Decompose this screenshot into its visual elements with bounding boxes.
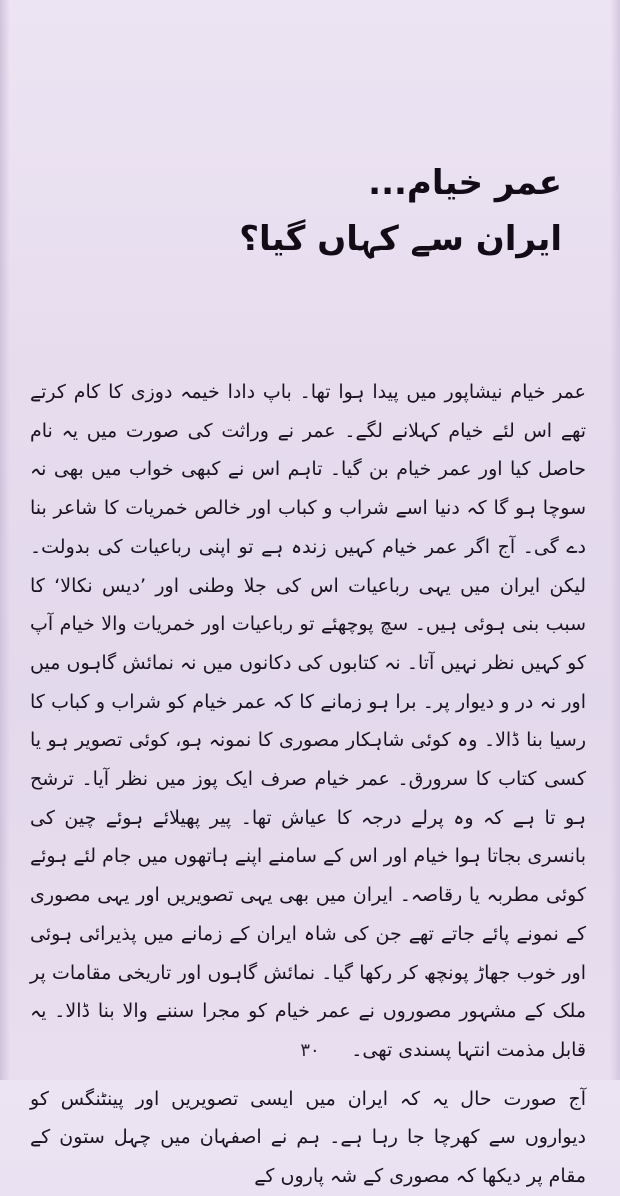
chapter-title [142,155,562,267]
body-text [30,373,586,1196]
page-edge-right [610,0,620,1080]
page-number: ۳۰ [300,1040,320,1061]
chapter-title-line-1: عمر خیام... [368,163,562,203]
chapter-title-line-2: ایران سے کہاں گیا؟ [239,219,562,259]
paragraph-2: آج صورت حال یہ کہ ایران میں ایسی تصویریں اور پینٹنگس کو دیواروں سے کھرچا جا رہا ہے۔ ہم نے اصفہان میں چہل ستون کے مقام پر دیکھا کہ مصوری کے شہ پاروں کے [30,1087,586,1188]
paragraph-1: عمر خیام نیشاپور میں پیدا ہوا تھا۔ باپ دادا خیمہ دوزی کا کام کرتے تھے اس لئے خیام کہلانے لگے۔ عمر نے وراثت کی صورت میں یہ نام حاصل کیا اور عمر خیام بن گیا۔ تاہم اس نے کبھی خواب میں بھی نہ سوچا ہو گا کہ دنیا اسے شراب و کباب اور خالص خمریات کا شاعر بنا دے گی۔ آج اگر عمر خیام کہیں زندہ ہے تو اپنی رباعیات کی بدولت۔ لیکن ایران میں یہی رباعیات اس کی جلا وطنی اور ’دیس نکالا‘ کا سبب بنی ہوئی ہیں۔ سچ پوچھئے تو رباعیات اور خمریات والا خیام آپ کو کہیں نظر نہیں آتا۔ نہ کتابوں کی دکانوں میں نہ نمائش گاہوں میں اور نہ در و دیوار پر۔ برا ہو زمانے کا کہ عمر خیام کو شراب و کباب کا رسیا بنا ڈالا۔ وہ کوئی شاہکار مصوری کا نمونہ ہو، کوئی تصویر ہو یا کسی کتاب کا سرورق۔ عمر خیام صرف ایک پوز میں نظر آیا۔ ترشح ہو تا ہے کہ وہ پرلے درجہ کا عیاش تھا۔ پیر پھیلائے ہوئے چین کی بانسری بجاتا ہوا خیام اور اس کے سامنے اپنے ہاتھوں میں جام لئے ہوئے کوئی مطربہ یا رقاصہ۔ ایران میں بھی یہی تصویریں اور یہی مصوری کے نمونے پائے جاتے تھے جن کی شاہ ایران کے زمانے میں پذیرائی ہوئی اور خوب جھاڑ پونچھ کر رکھا گیا۔ نمائش گاہوں اور تاریخی مقامات پر ملک کے مشہور مصوروں نے عمر خیام کو مجرا سننے والا بنا ڈالا۔ یہ قابل مذمت انتہا پسندی تھی۔ [30,381,586,1061]
page-edge-left [0,0,10,1080]
